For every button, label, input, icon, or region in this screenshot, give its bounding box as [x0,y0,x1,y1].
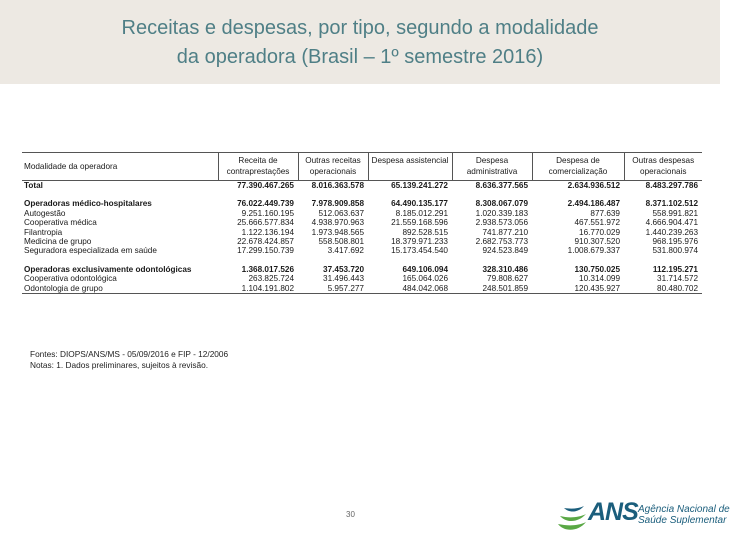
table-cell: 10.314.099 [579,274,620,284]
table-cell: 741.877.210 [482,227,528,237]
header-despesa-comercializacao: Despesa de comercialização [532,153,624,181]
table-cell: 165.064.026 [402,274,448,284]
table-cell: 1.008.679.337 [567,246,620,256]
header-modalidade: Modalidade da operadora [22,153,218,181]
table-cell: 22.678.424.857 [237,237,294,247]
table-cell: 8.483.297.786 [645,181,698,190]
table-cell: 8.636.377.565 [475,181,528,190]
table-cell: Cooperativa odontológica [24,274,117,284]
table-cell: 558.508.801 [318,237,364,247]
table-cell: 120.435.927 [532,284,624,294]
table-row-group-medico-hospitalares [22,199,702,208]
ans-logo-name-line-1: Agência Nacional de [638,504,730,515]
header-receita-contraprestacoes: Receita de contraprestações [218,153,298,181]
table-cell: Operadoras médico-hospitalares [24,199,152,209]
table-cell: 531.800.974 [652,246,698,256]
header-outras-despesas: Outras despesas operacionais [624,153,702,181]
table-cell: 79.808.627 [487,274,528,284]
table-row [22,218,702,227]
table-row-group-odontologicas [22,265,702,274]
table-cell: 467.551.972 [574,218,620,228]
table-cell: 17.299.150.739 [237,246,294,256]
table-cell: 558.991.821 [652,208,698,218]
table-cell: 649.106.094 [402,264,448,274]
table-cell: 80.480.702 [624,284,702,294]
table-cell: Medicina de grupo [24,237,92,247]
ans-logo-name [638,504,730,526]
header-despesa-administrativa: Despesa administrativa [452,153,532,181]
ans-logo-mark-icon [556,498,588,532]
table-cell: 9.251.160.195 [241,208,294,218]
table-cell: 37.453.720 [323,264,364,274]
table-cell: 1.973.948.565 [311,227,364,237]
ans-logo-name-line-2: Saúde Suplementar [638,515,727,526]
table-row [22,228,702,237]
table-cell: 8.371.102.512 [645,199,698,209]
table-row [22,274,702,283]
table-cell: 484.042.068 [368,284,452,294]
table-cell: Operadoras exclusivamente odontológicas [24,264,192,274]
table-cell: 76.022.449.739 [237,199,294,209]
table-notes [30,349,228,371]
table-cell: 512.063.637 [318,208,364,218]
page-number: 30 [346,510,355,519]
table-cell: 64.490.135.177 [391,199,448,209]
revenue-expense-table [22,152,702,294]
table-cell: 31.714.572 [657,274,698,284]
table-cell: 328.310.486 [482,264,528,274]
table-cell: Seguradora especializada em saúde [24,246,157,256]
table-cell: 968.195.976 [652,237,698,247]
table-cell: Total [24,181,43,190]
table-cell: 130.750.025 [574,264,620,274]
table-row [22,284,702,294]
table-cell: 1.104.191.802 [218,284,298,294]
table-cell: 910.307.520 [574,237,620,247]
table-row [22,237,702,246]
slide-title-line-1: Receitas e despesas, por tipo, segundo a modalidade [121,17,599,39]
table-cell: 1.368.017.526 [241,264,294,274]
table-cell: 4.666.904.471 [645,218,698,228]
table-cell: 8.185.012.291 [395,208,448,218]
table-cell: 2.634.936.512 [567,181,620,190]
table-cell: Filantropia [24,227,63,237]
table-cell: 15.173.454.540 [391,246,448,256]
table-spacer-row [22,256,702,265]
table-spacer-row [22,190,702,199]
table-cell: 248.501.859 [452,284,532,294]
table-cell: 1.440.239.263 [645,227,698,237]
table-cell: Odontologia de grupo [22,284,218,294]
table-cell: 77.390.467.265 [237,181,294,190]
preliminary-note: Notas: 1. Dados preliminares, sujeitos à revisão. [30,360,209,370]
table-cell: 16.770.029 [579,227,620,237]
table-cell: 924.523.849 [482,246,528,256]
table-row-total [22,181,702,191]
table-cell: 263.825.724 [248,274,294,284]
table-cell: 2.494.186.487 [567,199,620,209]
table-cell: 25.666.577.834 [237,218,294,228]
source-note: Fontes: DIOPS/ANS/MS - 05/09/2016 e FIP - 12/2006 [30,349,229,359]
table-cell: 4.938.970.963 [311,218,364,228]
table-cell: 112.195.271 [652,264,698,274]
table-cell: 65.139.241.272 [391,181,448,190]
table-header-row [22,153,702,181]
table-cell: Autogestão [24,208,66,218]
table-cell: 3.417.692 [327,246,364,256]
table-cell: 1.020.339.183 [475,208,528,218]
header-despesa-assistencial: Despesa assistencial [368,153,452,181]
header-outras-receitas: Outras receitas operacionais [298,153,368,181]
table-cell: 8.308.067.079 [475,199,528,209]
ans-logo [556,498,730,532]
slide-title-line-2: da operadora (Brasil – 1º semestre 2016) [176,46,544,68]
table-cell: 1.122.136.194 [241,227,294,237]
table-cell: 892.528.515 [402,227,448,237]
ans-logo-abbr: ANS [588,498,638,526]
table-cell: 7.978.909.858 [311,199,364,209]
table-cell: 18.379.971.233 [391,237,448,247]
table-cell: Cooperativa médica [24,218,97,228]
table-row [22,209,702,218]
table-cell: 2.938.573.056 [475,218,528,228]
table-cell: 877.639 [590,208,620,218]
table-cell: 31.496.443 [323,274,364,284]
table-cell: 8.016.363.578 [311,181,364,190]
table-cell: 5.957.277 [298,284,368,294]
slide-title [0,14,720,72]
table-row [22,246,702,255]
table-cell: 2.682.753.773 [475,237,528,247]
table-cell: 21.559.168.596 [391,218,448,228]
